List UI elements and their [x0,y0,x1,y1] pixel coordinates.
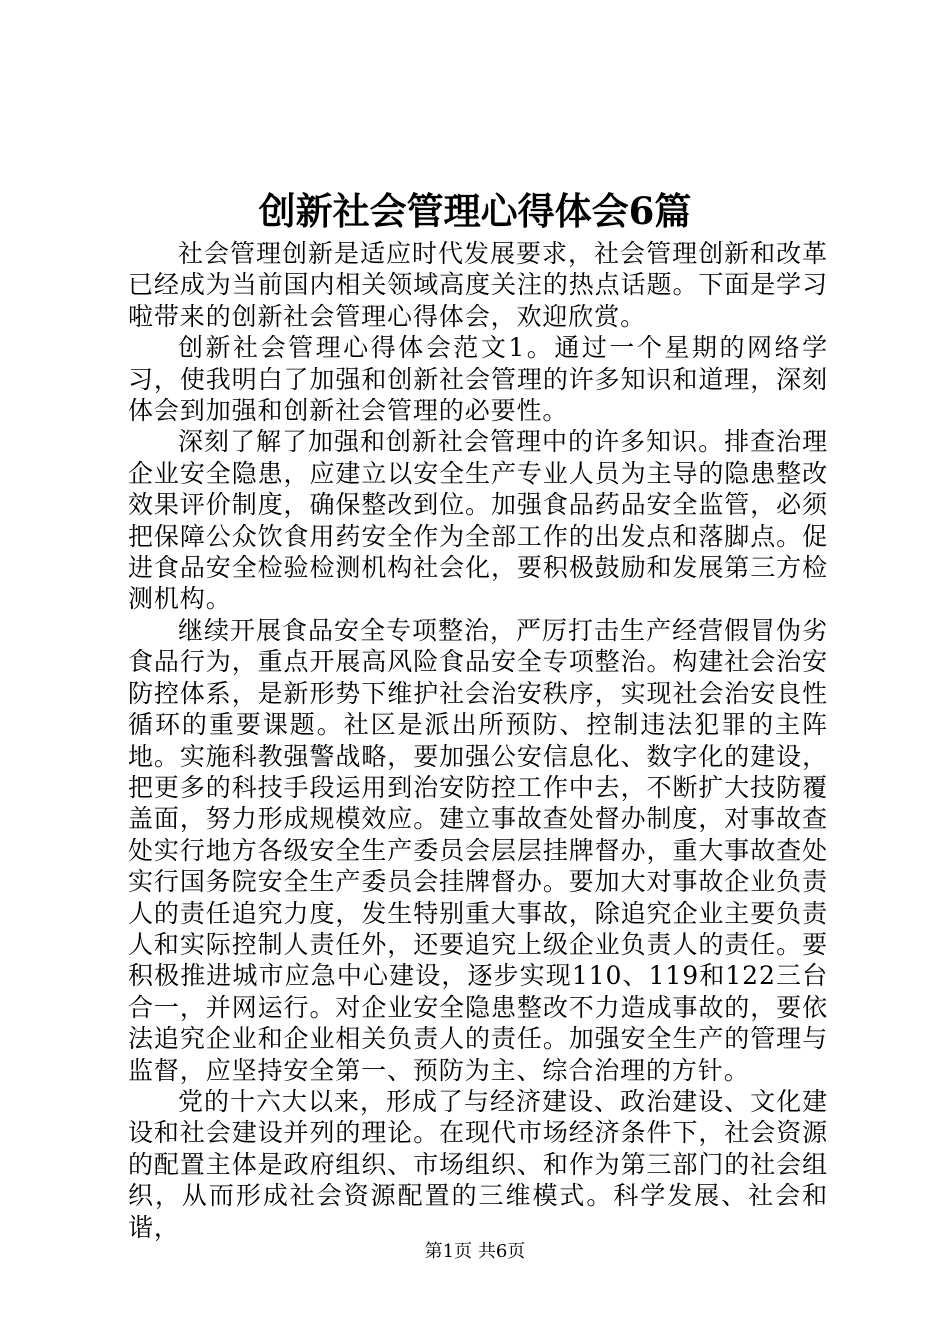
page-footer: 第1页 共6页 [424,1241,526,1262]
paragraph-theory: 党的十六大以来，形成了与经济建设、政治建设、文化建设和社会建设并列的理论。在现代市场经济条件下，社会资源的配置主体是政府组织、市场组织、和作为第三部门的社会组织，从而形成社会资源配置的三维模式。科学发展、社会和谐， [128,1086,828,1242]
document-title: 创新社会管理心得体会6篇 [258,189,692,233]
paragraph-sample-1: 创新社会管理心得体会范文1。通过一个星期的网络学习，使我明白了加强和创新社会管理的许多知识和道理，深刻体会到加强和创新社会管理的必要性。 [128,333,828,426]
document-body [128,238,828,1243]
paragraph-intro: 社会管理创新是适应时代发展要求，社会管理创新和改革已经成为当前国内相关领域高度关注的热点话题。下面是学习啦带来的创新社会管理心得体会，欢迎欣赏。 [128,239,828,331]
paragraph-safety: 继续开展食品安全专项整治，严厉打击生产经营假冒伪劣食品行为，重点开展高风险食品安全专项整治。构建社会治安防控体系，是新形势下维护社会治安秩序，实现社会治安良性循环的重要课题。社区是派出所预防、控制违法犯罪的主阵地。实施科教强警战略，要加强公安信息化、数字化的建设，把更多的科技手段运用到治安防控工作中去，不断扩大技防覆盖面，努力形成规模效应。建立事故查处督办制度，对事故查处实行地方各级安全生产委员会层层挂牌督办，重大事故查处实行国务院安全生产委员会挂牌督办。要加大对事故企业负责人的责任追究力度，发生特别重大事故，除追究企业主要负责人和实际控制人责任外，还要追究上级企业负责人的责任。要积极推进城市应急中心建设，逐步实现110、119和122三台合一，并网运行。对企业安全隐患整改不力造成事故的，要依法追究企业和企业相关负责人的责任。加强安全生产的管理与监督，应坚持安全第一、预防为主、综合治理的方针。 [128,615,828,1085]
paragraph-knowledge: 深刻了解了加强和创新社会管理中的许多知识。排查治理企业安全隐患，应建立以安全生产专业人员为主导的隐患整改效果评价制度，确保整改到位。加强食品药品安全监管，必须把保障公众饮食用药安全作为全部工作的出发点和落脚点。促进食品安全检验检测机构社会化，要积极鼓励和发展第三方检测机构。 [128,427,828,614]
